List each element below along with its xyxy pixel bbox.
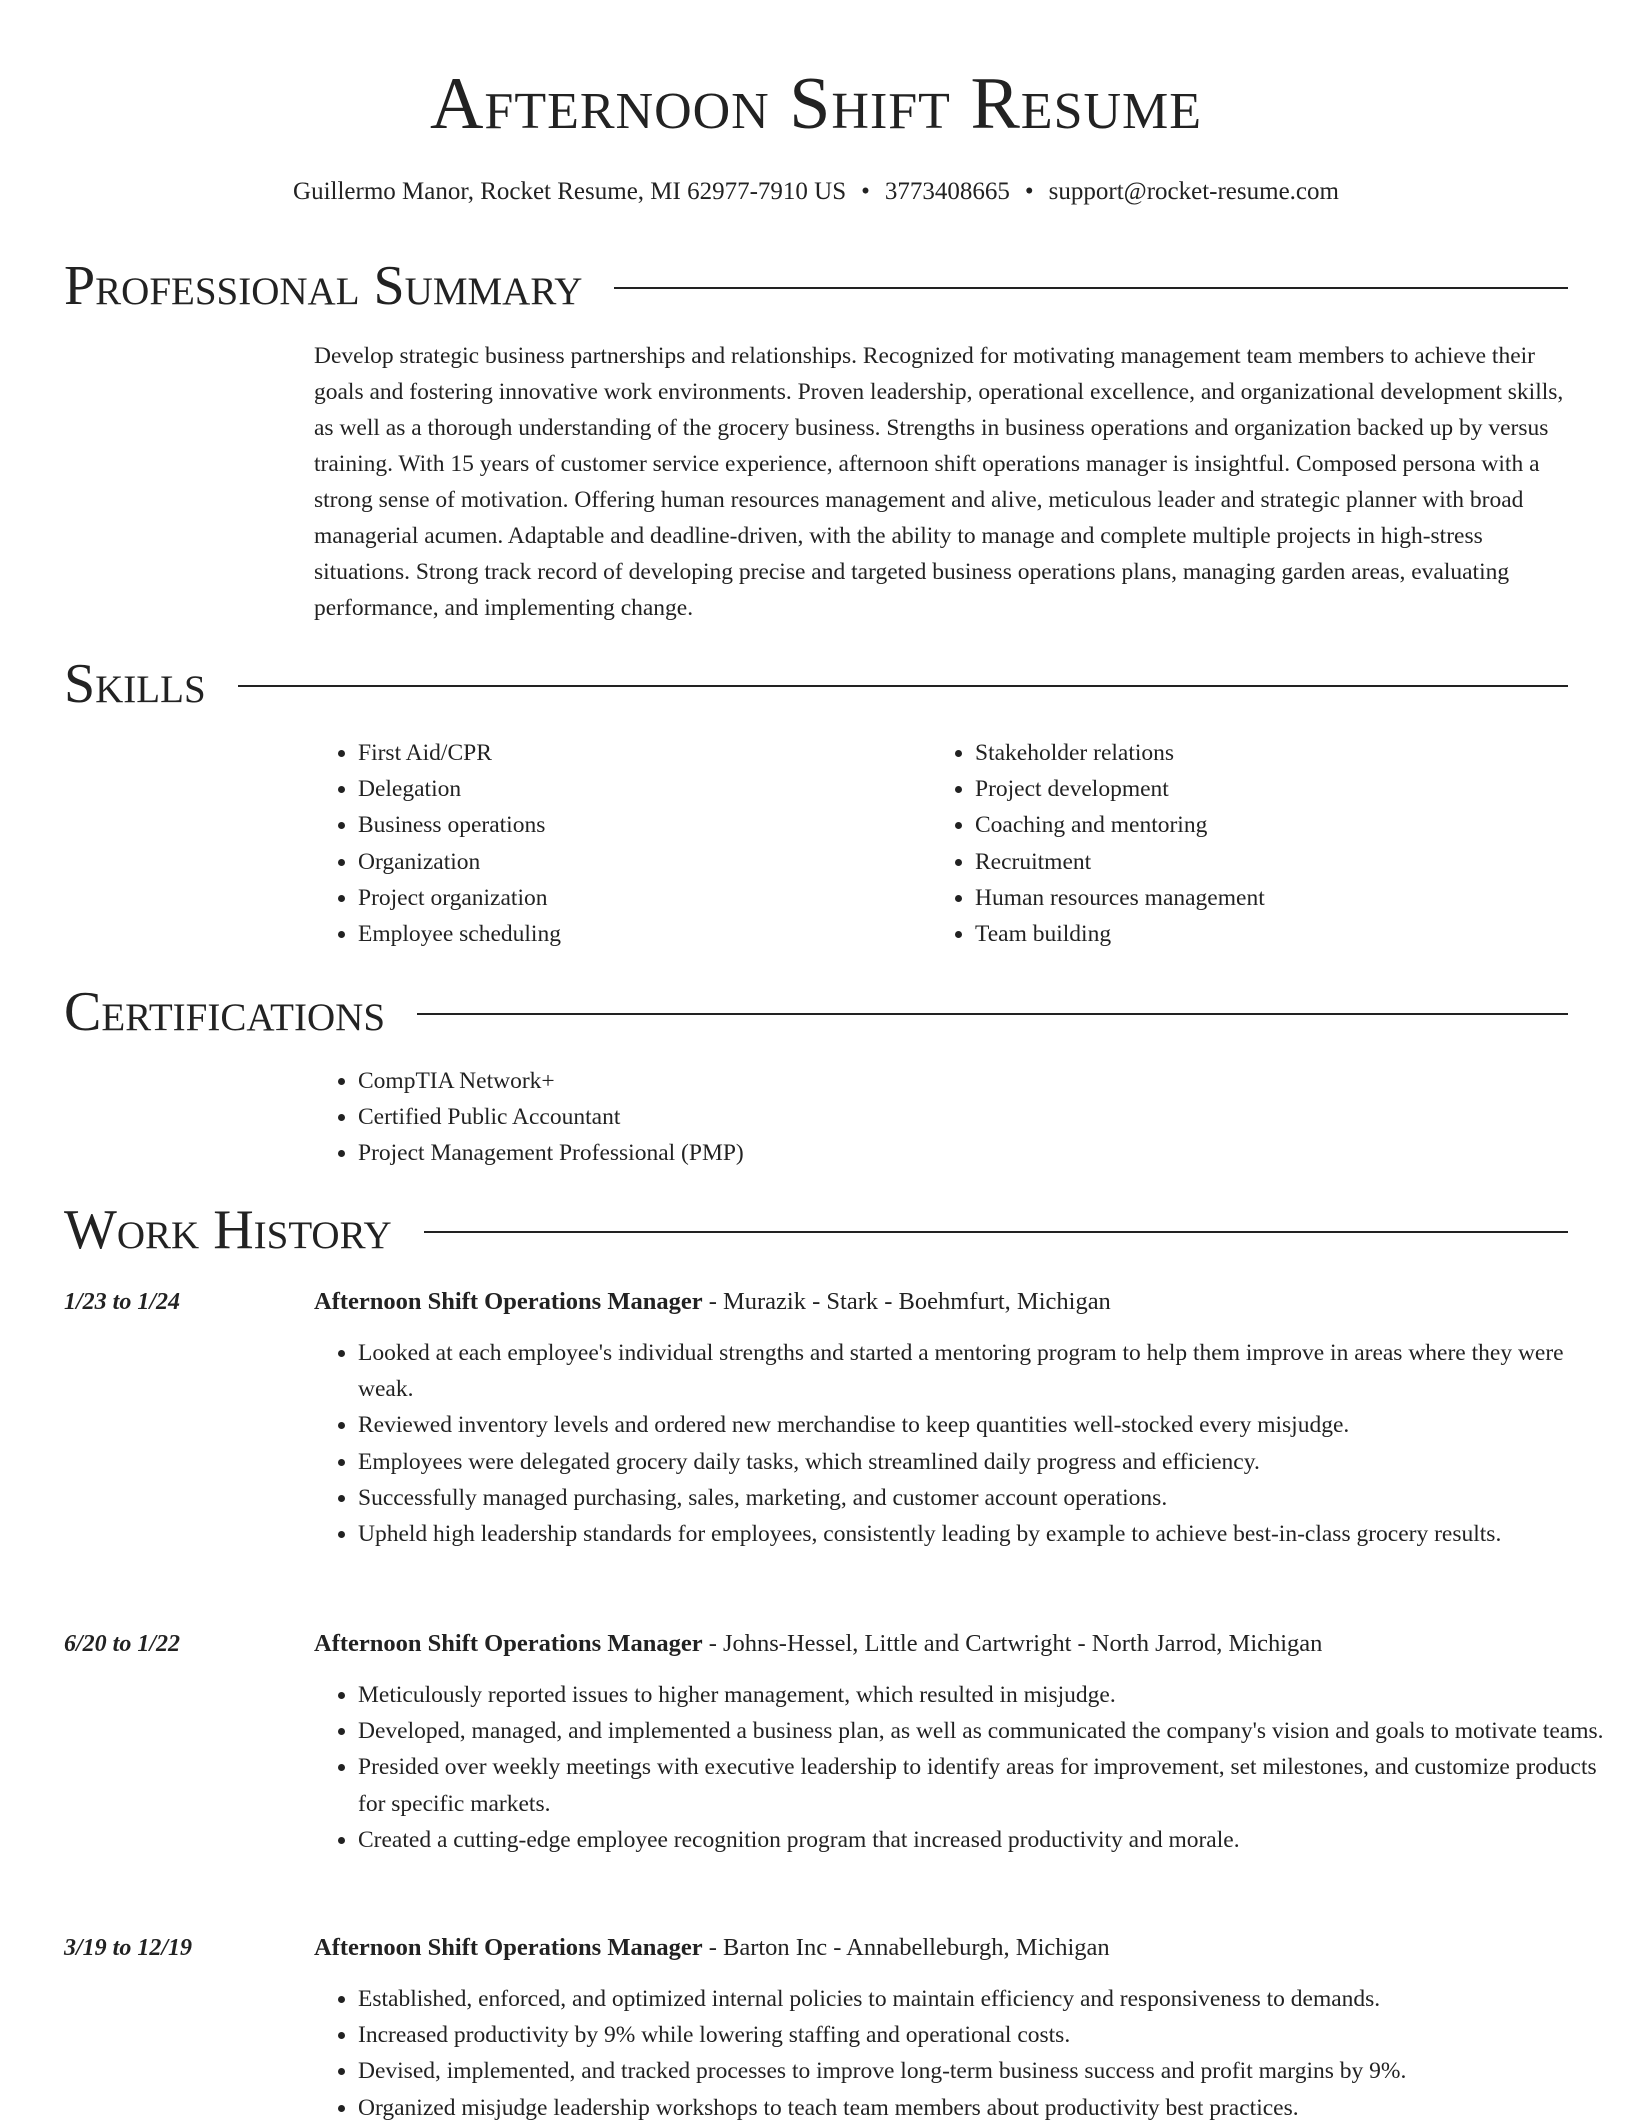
resume-title: Afternoon Shift Resume (429, 63, 1203, 145)
job-duties (314, 1981, 1612, 2126)
duty-item: • Upheld high leadership standards for employees, consistently leading by example to achieve best-in-class grocery results. (358, 1516, 1612, 1552)
certification-item: • Certified Public Accountant (358, 1099, 1568, 1135)
section-title: Skills (64, 653, 206, 715)
skills-column-left (314, 735, 914, 952)
section-divider (424, 1231, 1568, 1233)
certifications-list (314, 1063, 1568, 1172)
job-duties (314, 1335, 1612, 1552)
job-role: Afternoon Shift Operations Manager (314, 1934, 703, 1961)
skill-item: • First Aid/CPR (358, 735, 914, 771)
certification-item: • CompTIA Network+ (358, 1063, 1568, 1099)
contact-separator: • (1024, 178, 1034, 205)
duty-item: • Increased productivity by 9% while lowering staffing and operational costs. (358, 2017, 1612, 2053)
duty-item: • Devised, implemented, and tracked processes to improve long-term business success and profit margins by 9%. (358, 2053, 1612, 2089)
duty-item: • Organized misjudge leadership workshops to teach team members about productivity best practices. (358, 2090, 1612, 2126)
section-summary-header (64, 254, 1568, 318)
job-details: - Murazik - Stark - Boehmfurt, Michigan (702, 1288, 1111, 1315)
job-details: - Johns-Hessel, Little and Cartwright - North Jarrod, Michigan (702, 1630, 1323, 1657)
skill-item: • Coaching and mentoring (975, 807, 1531, 843)
skill-item: • Recruitment (975, 844, 1531, 880)
duty-item: • Meticulously reported issues to higher management, which resulted in misjudge. (358, 1677, 1612, 1713)
job-heading (314, 1930, 1568, 1966)
skill-item: • Business operations (358, 807, 914, 843)
section-work-history-header (64, 1198, 1568, 1262)
job-dates: 3/19 to 12/19 (64, 1935, 193, 1961)
section-title: Professional Summary (64, 255, 583, 317)
section-divider (614, 287, 1568, 289)
duty-item: • Employees were delegated grocery daily tasks, which streamlined daily progress and efficiency. (358, 1444, 1612, 1480)
skill-item: • Employee scheduling (358, 916, 914, 952)
job-details: - Barton Inc - Annabelleburgh, Michigan (702, 1934, 1110, 1961)
skills-column-right (931, 735, 1531, 952)
duty-item: • Successfully managed purchasing, sales, marketing, and customer account operations. (358, 1480, 1612, 1516)
skill-item: • Organization (358, 844, 914, 880)
section-divider (417, 1013, 1568, 1015)
duty-item: • Looked at each employee's individual strengths and started a mentoring program to help them improve in areas where they were weak. (358, 1335, 1612, 1407)
skill-item: • Team building (975, 916, 1531, 952)
skill-item: • Project organization (358, 880, 914, 916)
contact-email: support@rocket-resume.com (1048, 178, 1339, 205)
section-certifications-header (64, 980, 1568, 1044)
job-heading (314, 1626, 1568, 1662)
job-role: Afternoon Shift Operations Manager (314, 1288, 703, 1315)
skills-list-right (931, 735, 1531, 952)
duty-item: • Created a cutting-edge employee recognition program that increased productivity and morale. (358, 1822, 1612, 1858)
job-dates: 1/23 to 1/24 (64, 1289, 181, 1315)
contact-phone: 3773408665 (884, 178, 1010, 205)
skill-item: • Project development (975, 771, 1531, 807)
contact-address: Guillermo Manor, Rocket Resume, MI 62977-7910 US (293, 178, 847, 205)
skill-item: • Delegation (358, 771, 914, 807)
certification-item: • Project Management Professional (PMP) (358, 1135, 1568, 1171)
section-skills-header (64, 652, 1568, 716)
skills-list-left (314, 735, 914, 952)
job-heading (314, 1284, 1568, 1320)
certifications-block (314, 1063, 1568, 1172)
duty-item: • Reviewed inventory levels and ordered new merchandise to keep quantities well-stocked every misjudge. (358, 1407, 1612, 1443)
section-title: Certifications (64, 981, 386, 1043)
skill-item: • Stakeholder relations (975, 735, 1531, 771)
duty-item: • Established, enforced, and optimized internal policies to maintain efficiency and responsiveness to demands. (358, 1981, 1612, 2017)
job-duties (314, 1677, 1612, 1858)
section-title: Work History (64, 1199, 392, 1261)
summary-text: Develop strategic business partnerships and relationships. Recognized for motivating management team members to achieve their goals and fostering innovative work environments. Proven leadership, operational excellence, and organizational development skills, as well as a thorough understanding of the grocery business. Strengths in business operations and organization backed up by versus training. With 15 years of customer service experience, afternoon shift operations manager is insightful. Composed persona with a strong sense of motivation. Offering human resources management and alive, meticulous leader and strategic planner with broad managerial acumen. Adaptable and deadline-driven, with the ability to manage and complete multiple projects in high-stress situations. Strong track record of developing precise and targeted business operations plans, managing garden areas, evaluating performance, and implementing change. (314, 343, 1564, 621)
skill-item: • Human resources management (975, 880, 1531, 916)
section-divider (238, 685, 1568, 687)
contact-line (0, 176, 1632, 208)
contact-separator: • (861, 178, 870, 205)
duty-item: • Presided over weekly meetings with executive leadership to identify areas for improvement, set milestones, and customize products for specific markets. (358, 1749, 1612, 1821)
job-role: Afternoon Shift Operations Manager (314, 1630, 703, 1657)
duty-item: • Developed, managed, and implemented a business plan, as well as communicated the company's vision and goals to motivate teams. (358, 1713, 1612, 1749)
job-dates: 6/20 to 1/22 (64, 1631, 181, 1657)
